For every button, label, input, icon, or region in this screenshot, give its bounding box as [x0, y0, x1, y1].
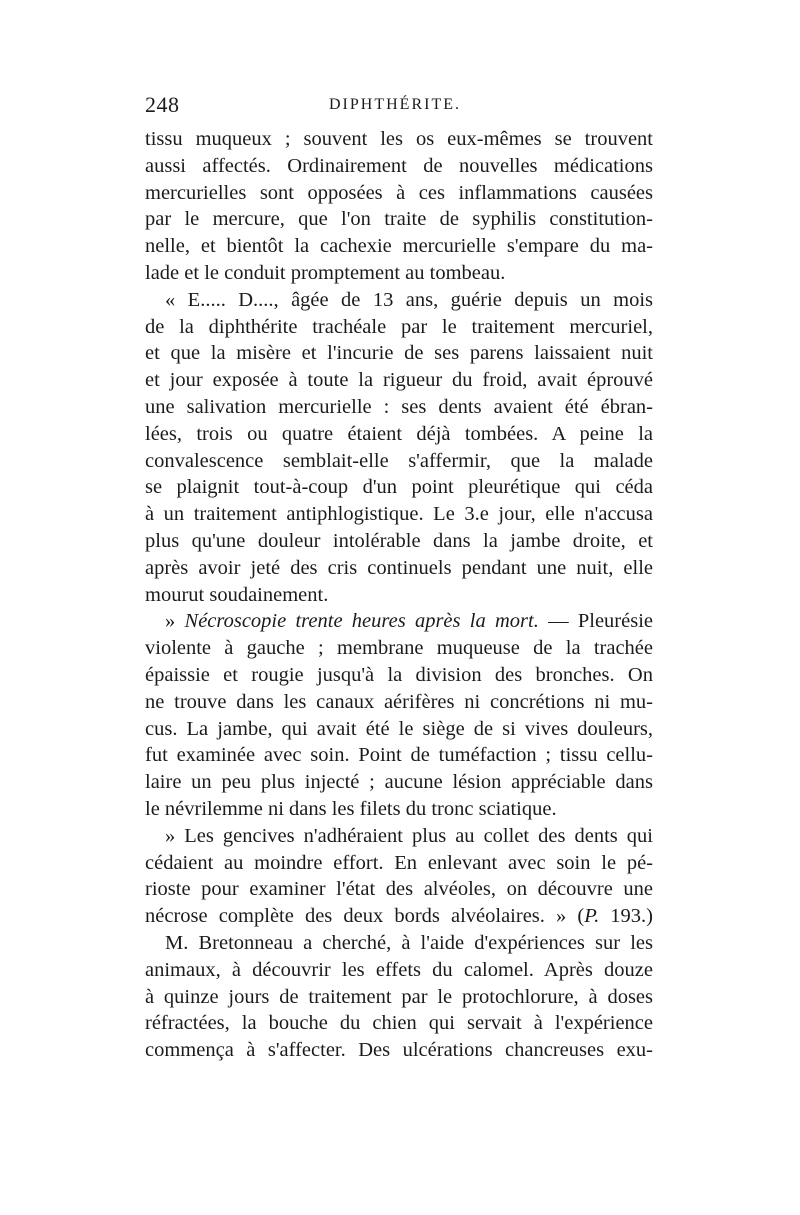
text-segment: 193.) — [599, 905, 654, 928]
text-line: « E..... D...., âgée de 13 ans, guérie depuis un mois — [165, 288, 653, 311]
text-line: mercurielles sont opposées à ces inflammations causées — [145, 181, 653, 204]
text-line: nelle, et bientôt la cachexie mercurielle s'empare du ma- — [145, 235, 653, 258]
text-line: après avoir jeté des cris continuels pendant une nuit, elle — [145, 556, 653, 579]
text-line: et jour exposée à toute la rigueur du froid, avait éprouvé — [145, 369, 653, 392]
text-line: de la diphthérite trachéale par le traitement mercuriel, — [145, 315, 653, 338]
text-segment: — Pleurésie — [538, 610, 653, 633]
text-line: convalescence semblait-elle s'affermir, que la malade — [145, 449, 653, 472]
body-text — [145, 126, 653, 1064]
italic-heading: Nécroscopie trente heures après la mort. — [184, 610, 539, 633]
text-line: violente à gauche ; membrane muqueuse de la trachée — [145, 637, 653, 660]
text-line: tissu muqueux ; souvent les os eux-mêmes se trouvent — [145, 128, 653, 150]
text-line: ne trouve dans les canaux aérifères ni concrétions ni mu- — [145, 690, 653, 713]
text-line: le névrilemme ni dans les filets du tronc sciatique. — [145, 797, 557, 820]
text-line: laire un peu plus injecté ; aucune lésion appréciable dans — [145, 771, 653, 794]
text-line — [145, 608, 653, 635]
text-line: épaissie et rougie jusqu'à la division des bronches. On — [145, 663, 653, 686]
text-line: mourut soudainement. — [145, 583, 329, 606]
text-line: M. Bretonneau a cherché, à l'aide d'expériences sur les — [165, 931, 653, 954]
text-line: et que la misère et l'incurie de ses parens laissaient nuit — [145, 342, 653, 365]
text-line: commença à s'affecter. Des ulcérations chancreuses exu- — [145, 1039, 653, 1062]
page-header — [145, 92, 645, 122]
text-line: par le mercure, que l'on traite de syphilis constitution- — [145, 208, 653, 231]
text-line: se plaignit tout-à-coup d'un point pleurétique qui céda — [145, 476, 653, 499]
text-line — [145, 903, 653, 930]
text-line: cédaient au moindre effort. En enlevant avec soin le pé- — [145, 851, 653, 874]
text-segment: nécrose complète des deux bords alvéolaires. » ( — [145, 905, 585, 928]
page-reference: P. — [584, 905, 600, 928]
text-line: fut examinée avec soin. Point de tuméfaction ; tissu cellu- — [145, 744, 653, 767]
text-line: rioste pour examiner l'état des alvéoles, on découvre une — [145, 878, 653, 901]
running-title: DIPHTHÉRITE. — [329, 96, 461, 113]
text-line: cus. La jambe, qui avait été le siège de si vives douleurs, — [145, 717, 653, 740]
text-line: animaux, à découvrir les effets du calomel. Après douze — [145, 958, 653, 981]
text-line: plus qu'une douleur intolérable dans la jambe droite, et — [145, 529, 653, 552]
text-line: aussi affectés. Ordinairement de nouvelles médications — [145, 154, 653, 177]
text-line: » Les gencives n'adhéraient plus au collet des dents qui — [165, 824, 653, 847]
text-line: une salivation mercurielle : ses dents avaient été ébran- — [145, 395, 653, 418]
text-line: à quinze jours de traitement par le protochlorure, à doses — [145, 985, 653, 1008]
text-line: réfractées, la bouche du chien qui servait à l'expérience — [145, 1012, 653, 1035]
text-line: lées, trois ou quatre étaient déjà tombées. A peine la — [145, 422, 653, 445]
text-segment: » — [165, 610, 185, 633]
text-line: lade et le conduit promptement au tombeau. — [145, 261, 506, 284]
text-line: à un traitement antiphlogistique. Le 3.e jour, elle n'accusa — [145, 503, 653, 526]
page-number: 248 — [145, 92, 180, 117]
